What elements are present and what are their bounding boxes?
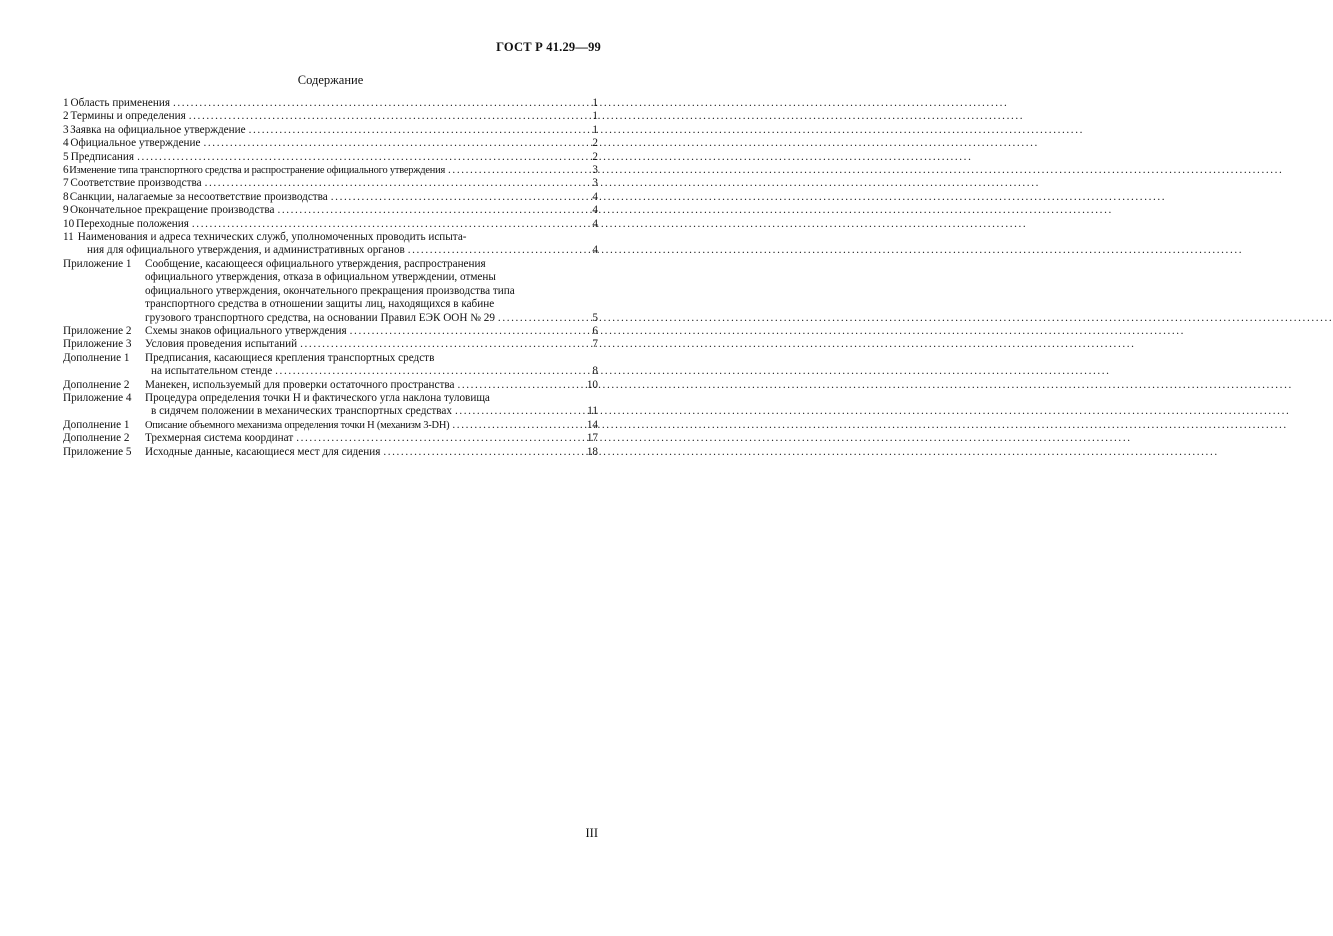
toc-entry-appendix-label: Приложение 2: [63, 324, 132, 337]
toc-entry-title-line: Предписания, касающиеся крепления транспортных средств: [145, 351, 435, 364]
toc-entry-page: 2: [592, 137, 598, 150]
toc-entry[interactable]: [63, 204, 598, 217]
dot-leader: [204, 137, 580, 150]
dot-leader: [455, 405, 579, 418]
toc-entry-number: 4: [63, 137, 69, 150]
dot-leader: [192, 218, 579, 231]
toc-entry-number: 8: [63, 190, 69, 203]
toc-entry[interactable]: [63, 218, 598, 231]
dot-leader: [189, 110, 579, 123]
toc-title: Содержание: [297, 73, 364, 87]
toc-entry[interactable]: [63, 379, 598, 392]
toc-entry-page: 2: [592, 150, 598, 163]
table-of-contents: [63, 97, 598, 459]
document-code: ГОСТ Р 41.29—99: [496, 40, 601, 54]
dot-leader: [457, 379, 579, 392]
dot-leader: [408, 244, 579, 257]
toc-entry-title-line: транспортного средства в отношении защиты лиц, находящихся в кабине: [145, 298, 495, 311]
toc-entry[interactable]: [63, 231, 598, 258]
dot-leader: [249, 124, 579, 137]
toc-entry[interactable]: [63, 258, 598, 325]
toc-entry-page: 3: [592, 164, 598, 177]
toc-entry-page: 14: [586, 418, 598, 431]
toc-entry-title: Описание объемного механизма определения точки H (механизм 3-DH): [145, 419, 450, 431]
dot-leader: [205, 177, 579, 190]
dot-leader: [452, 419, 579, 432]
dot-leader: [498, 312, 579, 325]
toc-entry-number: 6: [63, 164, 69, 177]
page-number: III: [585, 826, 598, 840]
toc-entry-page: 1: [592, 97, 598, 109]
toc-entry[interactable]: [63, 151, 598, 164]
toc-entry-page: 1: [592, 110, 598, 123]
toc-entry-page: 7: [592, 338, 598, 351]
toc-entry-number: 2: [63, 110, 69, 123]
toc-entry-number: 9: [63, 204, 69, 217]
toc-entry-page: 3: [592, 177, 598, 190]
toc-entry-title-line: официального утверждения, окончательного прекращения производства типа: [145, 284, 515, 297]
toc-entry-appendix-label: Приложение 5: [63, 445, 132, 458]
toc-entry-page: 8: [592, 365, 598, 378]
toc-entry-title-line: Процедура определения точки H и фактического угла наклона туловища: [145, 391, 490, 404]
toc-entry-number: 11: [63, 231, 74, 244]
toc-entry-page: 6: [592, 324, 598, 337]
toc-entry[interactable]: [63, 164, 598, 177]
toc-entry-title: Схемы знаков официального утверждения: [145, 324, 347, 337]
toc-entry[interactable]: [63, 110, 598, 123]
toc-entry-page: 4: [592, 204, 598, 217]
toc-entry[interactable]: [63, 392, 598, 419]
dot-leader: [350, 325, 579, 338]
toc-entry-title: Переходные положения: [76, 217, 189, 230]
dot-leader: [448, 164, 579, 177]
toc-entry-page: 4: [592, 190, 598, 203]
toc-entry[interactable]: [63, 191, 598, 204]
toc-entry-page: 4: [592, 217, 598, 230]
toc-entry-appendix-label: Приложение 3: [63, 338, 132, 351]
toc-entry-title: Термины и определения: [70, 110, 186, 123]
toc-entry-page: 10: [586, 378, 598, 391]
toc-entry-supplement-label: Дополнение 1: [63, 418, 130, 431]
toc-entry[interactable]: [63, 177, 598, 190]
toc-entry[interactable]: [63, 97, 598, 110]
toc-entry-supplement-label: Дополнение 1: [63, 351, 130, 364]
toc-entry-supplement-label: Дополнение 2: [63, 378, 130, 391]
toc-entry-title-line: официального утверждения, отказа в официальном утверждении, отмены: [145, 271, 496, 284]
toc-entry[interactable]: [63, 325, 598, 338]
toc-entry[interactable]: [63, 419, 598, 432]
toc-entry-title: Исходные данные, касающиеся мест для сидения: [145, 445, 381, 458]
toc-entry-title-line: грузового транспортного средства, на основании Правил ЕЭК ООН № 29: [145, 311, 495, 324]
toc-entry-title: Манекен, используемый для проверки остаточного пространства: [145, 378, 455, 391]
toc-entry-page: 1: [592, 123, 598, 136]
toc-entry[interactable]: [63, 124, 598, 137]
toc-entry-number: 10: [63, 217, 75, 230]
dot-leader: [277, 204, 579, 217]
toc-entry-appendix-label: Приложение 1: [63, 257, 132, 270]
toc-entry-title: Трехмерная система координат: [145, 432, 294, 445]
toc-entry[interactable]: [63, 446, 598, 459]
toc-entry[interactable]: [63, 338, 598, 351]
toc-entry-title: Изменение типа транспортного средства и распространение официального утверждения: [69, 165, 446, 177]
dot-leader: [300, 338, 579, 351]
toc-entry-title: Заявка на официальное утверждение: [70, 123, 246, 136]
toc-entry-page: 4: [592, 244, 598, 257]
toc-entry-number: 1: [63, 97, 69, 109]
toc-entry-page: 5: [592, 311, 598, 324]
toc-entry-appendix-label: Приложение 4: [63, 391, 132, 404]
dot-leader: [275, 365, 579, 378]
dot-leader: [383, 446, 579, 459]
dot-leader: [173, 97, 579, 110]
toc-entry-page: 17: [586, 432, 598, 445]
dot-leader: [296, 432, 579, 445]
toc-entry-title: Предписания: [70, 150, 135, 163]
toc-entry-title-line: Сообщение, касающееся официального утверждения, распространения: [145, 257, 486, 270]
toc-entry[interactable]: [63, 432, 598, 445]
dot-leader: [331, 191, 579, 204]
toc-entry-number: 7: [63, 177, 69, 190]
toc-entry-title-line: в сидячем положении в механических транспортных средствах: [151, 405, 452, 418]
toc-entry-title: Соответствие производства: [70, 177, 202, 190]
toc-entry-supplement-label: Дополнение 2: [63, 432, 130, 445]
toc-entry[interactable]: [63, 352, 598, 379]
toc-entry-title: Окончательное прекращение производства: [70, 204, 275, 217]
toc-entry-number: 5: [63, 150, 69, 163]
toc-entry-title: Область применения: [70, 97, 171, 109]
toc-entry-title-line: на испытательном стенде: [151, 365, 273, 378]
toc-entry-title: Санкции, налагаемые за несоответствие производства: [69, 190, 328, 203]
toc-entry[interactable]: [63, 137, 598, 150]
toc-entry-number: 3: [63, 123, 69, 136]
toc-entry-title-line: Наименования и адреса технических служб, уполномоченных проводить испыта-: [77, 231, 467, 244]
toc-entry-title-line: ния для официального утверждения, и административных органов: [87, 244, 405, 257]
toc-entry-page: 18: [586, 445, 598, 458]
toc-entry-title: Условия проведения испытаний: [145, 338, 298, 351]
dot-leader: [137, 151, 579, 164]
toc-entry-title: Официальное утверждение: [70, 137, 201, 150]
toc-entry-page: 11: [587, 405, 598, 418]
